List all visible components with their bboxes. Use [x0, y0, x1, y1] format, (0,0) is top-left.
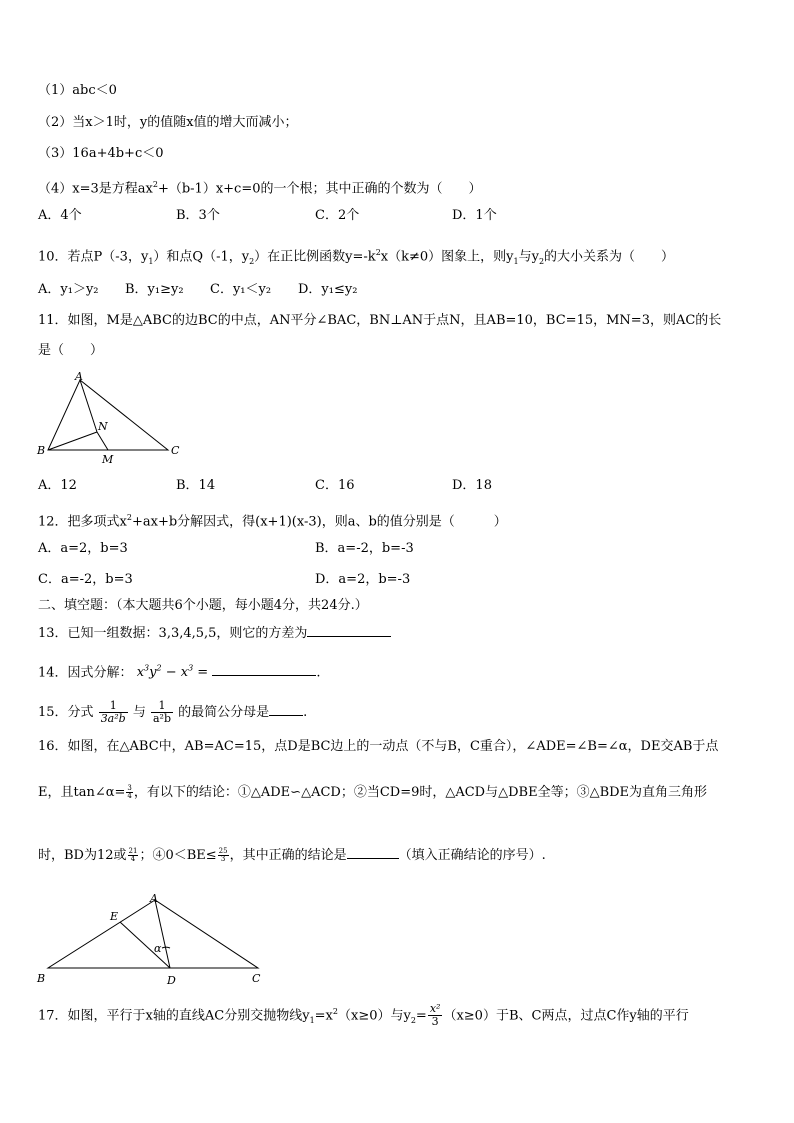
q12-option-b[interactable]: B．a=-2，b=-3: [315, 541, 414, 556]
q12-question: 12．把多项式$x^2+ax+b$分解因式，得(x+1)(x-3)，则a、b的值分别是（ ）: [38, 513, 507, 530]
q15-answer-blank[interactable]: [269, 703, 303, 716]
q10-option-c[interactable]: C．y₁＜y₂: [210, 282, 272, 297]
q15-fraction-2: [151, 700, 173, 725]
q11-label-b: B: [37, 444, 46, 457]
q14-period: .: [316, 665, 321, 681]
q11-label-a: A: [75, 370, 83, 383]
q16-be-fraction: [218, 848, 229, 863]
q15-frac1-num: 1: [99, 700, 128, 713]
q9-statement-3: （3）16a+4b+c＜0: [38, 146, 164, 161]
q10-option-d[interactable]: D．y₁≤y₂: [298, 282, 358, 297]
q11-option-c[interactable]: C．16: [315, 478, 355, 493]
q15-text: 的最简公分母是: [178, 705, 270, 720]
q16-label-a: A: [150, 892, 158, 905]
q15-frac1-den: 3a²b: [100, 712, 126, 725]
q12-option-a[interactable]: A．a=2，b=3: [38, 541, 128, 556]
q15-period: .: [303, 705, 308, 720]
q15-text: 与: [132, 705, 146, 720]
q17-text: （x≥0）于B、C两点，过点C作y轴的平行: [443, 1008, 689, 1024]
q13-question: [38, 624, 391, 643]
q9-option-d[interactable]: D．1个: [452, 208, 497, 223]
q15-text: 15．分式: [38, 705, 94, 720]
q11-triangle-figure: [30, 368, 190, 468]
q11-option-b[interactable]: B．14: [176, 478, 216, 493]
q10-text: 与y: [518, 249, 539, 265]
q17-frac-num: x²: [429, 1002, 441, 1016]
q12-text: 12．把多项式x: [38, 514, 127, 530]
q16-text: E，且tan∠α=: [38, 785, 126, 800]
q9-s4-part: （4）x=3是方程ax: [38, 181, 153, 197]
q14-answer-blank[interactable]: [212, 663, 316, 676]
q16-label-c: C: [252, 972, 261, 985]
q16-tan-fraction: [126, 785, 132, 800]
q16-text: 时，BD为12或: [38, 848, 127, 863]
q15-fraction-1: [99, 700, 128, 725]
q11-option-d[interactable]: D．18: [452, 478, 492, 493]
q10-text: ）在正比例函数y=-k: [254, 249, 376, 265]
q9-option-c[interactable]: C．2个: [315, 208, 360, 223]
q9-statement-2: （2）当x＞1时，y的值随x值的增大而减小；: [38, 115, 298, 130]
q13-text: 13．已知一组数据：3,3,4,5,5，则它的方差为: [38, 626, 308, 641]
q17-text: 17．如图，平行于x轴的直线AC分别交抛物线y: [38, 1008, 310, 1024]
q16-label-alpha: α: [154, 942, 162, 955]
q17-fraction: [428, 1003, 443, 1028]
q16-be-den: 3: [220, 855, 226, 863]
q16-label-e: E: [110, 910, 119, 923]
q15-frac2-num: 1: [151, 700, 173, 713]
q10-text: ）和点Q（-1，y: [153, 249, 250, 265]
q16-bd-num: 21: [128, 847, 138, 855]
q16-text: ，有以下的结论：①△ADE∽△ACD；②当CD=9时，△ACD与△DBE全等；③△BDE为直角三角形: [133, 785, 708, 800]
q16-label-b: B: [37, 972, 46, 985]
q16-text: ，其中正确的结论是: [229, 848, 347, 863]
q10-option-b[interactable]: B．y₁≥y₂: [125, 282, 184, 297]
q9-option-b[interactable]: B．3个: [176, 208, 220, 223]
q14-expression: $x^3y^2 - x^3$ =: [136, 664, 209, 681]
q11-label-c: C: [171, 444, 180, 457]
q14-text: 14．因式分解：: [38, 665, 133, 681]
q11-label-m: M: [102, 453, 114, 466]
q10-text: x（k≠0）图象上，则y: [380, 249, 514, 265]
q11-label-n: N: [98, 420, 108, 433]
q15-question: [38, 700, 307, 725]
q17-frac-den: 3: [431, 1015, 439, 1029]
q9-statement-4: （4）x=3是方程$ax^2+(b-1)x+c=0$的一个根；其中正确的个数为（ ）: [38, 180, 482, 197]
q9-statement-1: （1）abc＜0: [38, 83, 117, 98]
q11-question-line1: 11．如图，M是△ABC的边BC的中点，AN平分∠BAC，BN⊥AN于点N，且AB=10，BC=15，MN=3，则AC的长: [38, 313, 722, 328]
q10-question: 10．若点P（-3，$y_1$）和点Q（-1，$y_2$）在正比例函数$y=-k^2x(k\ne 0)$图象上，则$y_1$与$y_2$的大小关系为（ ）: [38, 248, 675, 266]
q15-frac2-den: a²b: [153, 712, 172, 725]
q10-option-a[interactable]: A．y₁＞y₂: [38, 282, 99, 297]
q16-tan-den: 4: [127, 792, 132, 800]
q16-bd-den: 4: [130, 855, 136, 863]
q16-bd-fraction: [128, 848, 139, 863]
q17-question: 17．如图，平行于x轴的直线AC分别交抛物线$y_1=x^2(x\ge 0)$与$y_2=$ $\frac{\text{x²}}{3}$ （x≥0）于B、C两点，过点C作y轴的平行: [38, 1002, 689, 1029]
q14-question: [38, 660, 320, 682]
q11-question-line2: 是（ ）: [38, 343, 104, 358]
q17-text: =x: [314, 1008, 333, 1024]
q12-text: +ax+b分解因式，得(x+1)(x-3)，则a、b的值分别是（ ）: [131, 514, 507, 530]
q17-text: =: [415, 1008, 427, 1024]
q16-label-d: D: [167, 974, 176, 987]
q10-text: 的大小关系为（ ）: [544, 249, 675, 265]
q16-tan-num: 3: [127, 784, 132, 792]
q16-be-num: 25: [218, 847, 228, 855]
section-title-fill-in: 二、填空题：（本大题共6个小题，每小题4分，共24分.）: [38, 598, 368, 613]
q11-option-a[interactable]: A．12: [38, 478, 77, 493]
q16-text: （填入正确结论的序号）.: [398, 848, 546, 863]
q16-answer-blank[interactable]: [347, 846, 399, 859]
q16-text: ；④0＜BE≤: [139, 848, 217, 863]
q13-answer-blank[interactable]: [307, 624, 391, 637]
q16-question-line2: [38, 784, 707, 802]
q16-triangle-figure: [30, 888, 275, 988]
q9-option-a[interactable]: A．4个: [38, 208, 82, 223]
q17-text: （x≥0）与y: [337, 1008, 411, 1024]
q12-option-d[interactable]: D．a=2，b=-3: [315, 572, 411, 587]
q16-question-line3: [38, 846, 546, 865]
q16-question-line1: 16．如图，在△ABC中，AB=AC=15，点D是BC边上的一动点（不与B，C重合），∠ADE=∠B=∠α，DE交AB于点: [38, 739, 719, 754]
q9-s4-part: +（b-1）x+c=0的一个根；其中正确的个数为（ ）: [157, 181, 482, 197]
q12-option-c[interactable]: C．a=-2，b=3: [38, 572, 133, 587]
q10-text: 10．若点P（-3，y: [38, 249, 149, 265]
